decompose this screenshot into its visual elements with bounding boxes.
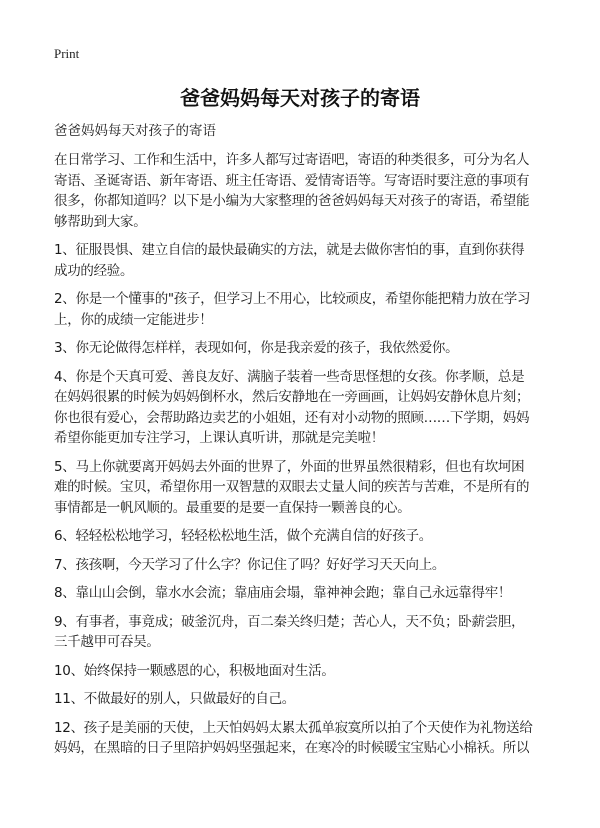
paragraph-line: 成功的经验。 bbox=[54, 262, 134, 279]
page-title: 爸爸妈妈每天对孩子的寄语 bbox=[180, 86, 420, 110]
paragraph-line: 8、靠山山会倒，靠水水会流；靠庙庙会塌，靠神神会跑；靠自己永远靠得牢！ bbox=[54, 585, 512, 601]
paragraph-line: 10、始终保持一颗感恩的心，积极地面对生活。 bbox=[54, 662, 335, 679]
paragraph bbox=[54, 661, 554, 682]
paragraph-line: 够帮助到大家。 bbox=[54, 213, 147, 230]
paragraph bbox=[54, 555, 554, 576]
paragraph-line: 2、你是一个懂事的"孩子，但学习上不用心，比较顽皮，希望你能把精力放在学习 bbox=[54, 291, 531, 307]
paragraph bbox=[54, 457, 554, 519]
paragraph-line: 寄语、圣诞寄语、新年寄语、班主任寄语、爱情寄语等。写寄语时要注意的事项有 bbox=[54, 172, 530, 189]
paragraph bbox=[54, 289, 554, 330]
paragraph bbox=[54, 338, 554, 359]
paragraph-line: 在日常学习、工作和生活中，许多人都写过寄语吧，寄语的种类很多，可分为名人 bbox=[54, 152, 530, 168]
paragraph-line: 7、孩孩啊，今天学习了什么字？你记住了吗？好好学习天天向上。 bbox=[54, 556, 446, 573]
paragraph bbox=[54, 583, 554, 604]
paragraph-line: 12、孩子是美丽的天使，上天怕妈妈太累太孤单寂寞所以拍了个天使作为礼物送给 bbox=[54, 719, 533, 736]
document-subtitle: 爸爸妈妈每天对孩子的寄语 bbox=[54, 123, 216, 139]
document-body bbox=[54, 121, 554, 767]
paragraph-line: 在妈妈很累的时候为妈妈倒杯水，然后安静地在一旁画画，让妈妈安静休息片刻； bbox=[54, 389, 530, 405]
paragraph-line: 希望你能更加专注学习，上课认真听讲，那就是完美啦！ bbox=[54, 430, 384, 446]
paragraph-line: 很多，你都知道吗？以下是小编为大家整理的爸爸妈妈每天对孩子的寄语，希望能 bbox=[54, 193, 530, 209]
paragraph bbox=[54, 612, 554, 653]
paragraph-list bbox=[54, 150, 554, 759]
paragraph-line: 11、不做最好的别人，只做最好的自己。 bbox=[54, 691, 295, 707]
paragraph-line: 你也很有爱心，会帮助路边卖艺的小姐姐，还有对小动物的照顾……下学期，妈妈 bbox=[54, 409, 530, 426]
print-link[interactable]: Print bbox=[54, 46, 80, 61]
paragraph-line: 9、有事者，事竟成；破釜沉舟，百二秦关终归楚；苦心人，天不负；卧薪尝胆， bbox=[54, 613, 525, 630]
paragraph-line: 5、马上你就要离开妈妈去外面的世界了，外面的世界虽然很精彩，但也有坎坷困 bbox=[54, 458, 525, 475]
paragraph bbox=[54, 689, 554, 710]
paragraph-line: 3、你无论做得怎样样，表现如何，你是我亲爱的孩子，我依然爱你。 bbox=[54, 340, 459, 356]
paragraph bbox=[54, 367, 554, 449]
paragraph-line: 4、你是个天真可爱、善良友好、满脑子装着一些奇思怪想的女孩。你孝顺，总是 bbox=[54, 368, 525, 385]
paragraph bbox=[54, 150, 554, 232]
paragraph-line: 事情都是一帆风顺的。最重要的是要一直保持一颗善良的心。 bbox=[54, 499, 411, 516]
paragraph-line: 上，你的成绩一定能进步！ bbox=[54, 311, 213, 328]
paragraph-line: 1、征服畏惧、建立自信的最快最确实的方法，就是去做你害怕的事，直到你获得 bbox=[54, 242, 525, 258]
paragraph bbox=[54, 718, 554, 759]
paragraph bbox=[54, 240, 554, 281]
paragraph-line: 6、轻轻松松地学习，轻轻松松地生活，做个充满自信的好孩子。 bbox=[54, 528, 432, 544]
paragraph-line: 难的时候。宝贝，希望你用一双智慧的双眼去丈量人间的疾苦与苦难，不是所有的 bbox=[54, 479, 530, 495]
paragraph-line: 三千越甲可吞吴。 bbox=[54, 634, 160, 650]
paragraph-line: 妈妈，在黑暗的日子里陪护妈妈坚强起来，在寒冷的时候暖宝宝贴心小棉袄。所以 bbox=[54, 740, 530, 756]
paragraph bbox=[54, 526, 554, 547]
